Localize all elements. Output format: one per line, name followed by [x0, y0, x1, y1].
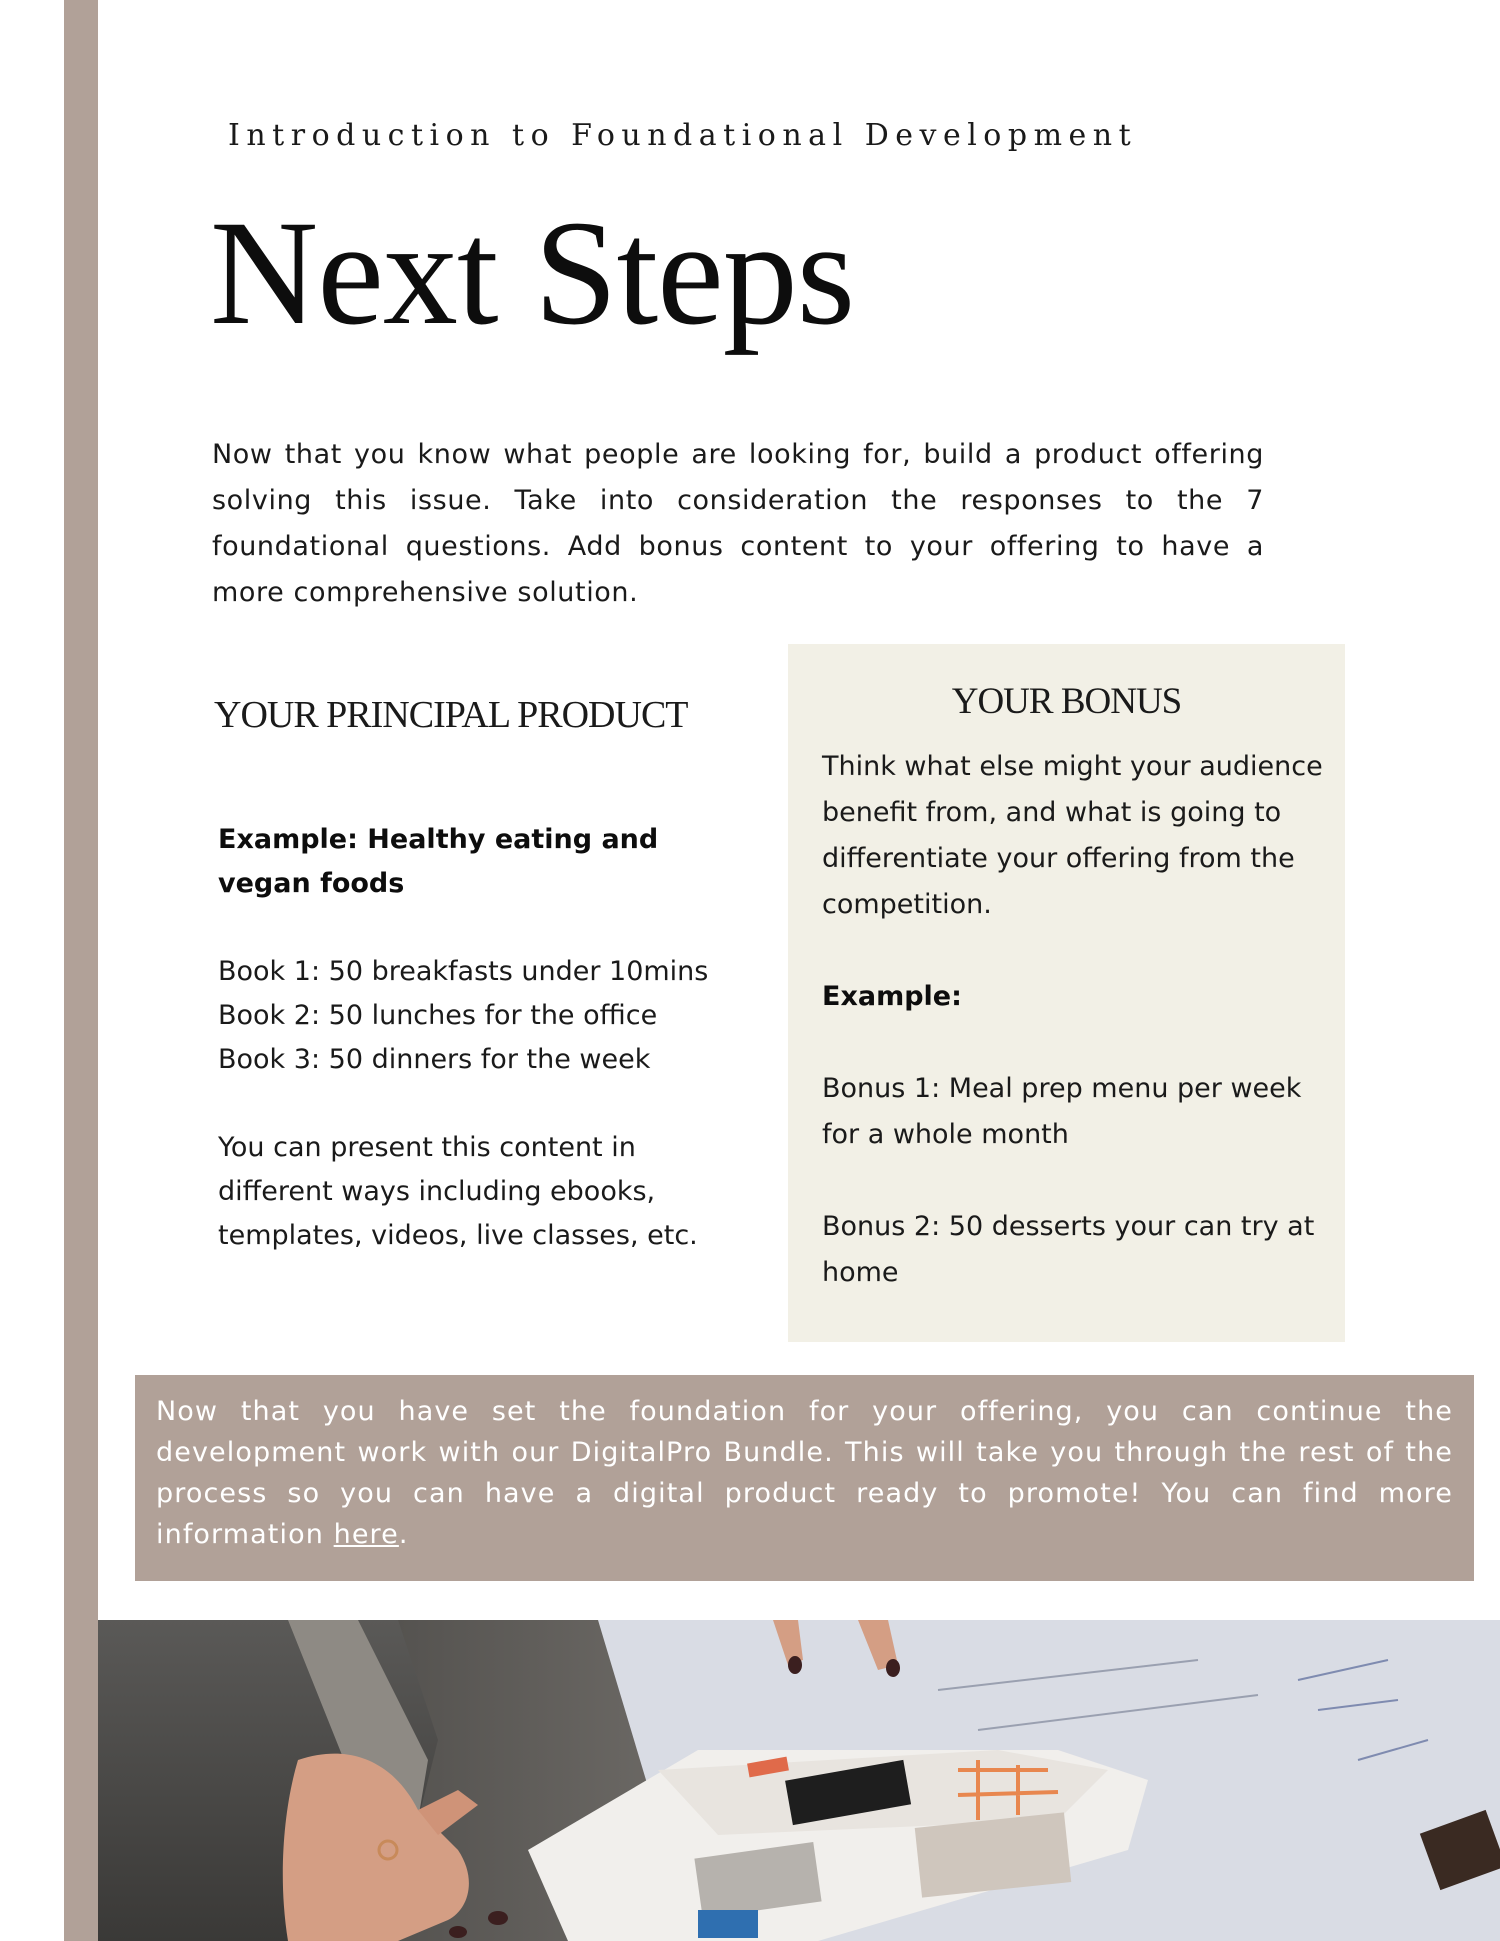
- principal-example-line: Example: Healthy eating and: [218, 824, 659, 855]
- principal-example-line: vegan foods: [218, 868, 405, 899]
- cta-sentence: Now that you have set the foundation for your offering, you can continue the development work with our DigitalPro Bundle. This will take you through the rest of the process so you can have a digital product ready to promote! You can find more information: [156, 1396, 1453, 1550]
- principal-format-note: You can present this content in different ways including ebooks, templates, videos, live classes, etc.: [218, 1132, 698, 1251]
- side-accent-bar: [64, 0, 98, 1941]
- magazines-photo-illustration: [98, 1620, 1500, 1941]
- bonus-item: Bonus 2: 50 desserts your can try at home: [822, 1211, 1315, 1288]
- here-link[interactable]: here: [333, 1519, 399, 1550]
- intro-paragraph: Now that you know what people are looking for, build a product offering solving this issue. Take into consideration the responses to the 7 foundational questions. Add bonus content to your offering to have a more comprehensive solution.: [212, 439, 1264, 608]
- bonus-item: Bonus 1: Meal prep menu per week for a whole month: [822, 1073, 1302, 1150]
- cta-period: .: [398, 1519, 409, 1550]
- bonus-description: Think what else might your audience benefit from, and what is going to differentiate your offering from the competition.: [822, 751, 1323, 920]
- principal-product-body: [218, 818, 738, 1258]
- bonus-example-label: Example:: [822, 981, 962, 1012]
- bonus-panel: [788, 644, 1345, 1342]
- eyebrow-subtitle: Introduction to Foundational Development: [228, 118, 1138, 153]
- book-item: Book 3: 50 dinners for the week: [218, 1044, 651, 1075]
- call-to-action-banner: [135, 1375, 1474, 1581]
- bonus-heading: YOUR BONUS: [951, 681, 1182, 722]
- bonus-body: [822, 744, 1332, 1296]
- page-title: Next Steps: [210, 190, 855, 356]
- principal-product-heading: YOUR PRINCIPAL PRODUCT: [214, 694, 688, 736]
- book-item: Book 2: 50 lunches for the office: [218, 1000, 658, 1031]
- cta-text: [156, 1391, 1453, 1555]
- magazines-photo: [98, 1620, 1500, 1941]
- book-item: Book 1: 50 breakfasts under 10mins: [218, 956, 709, 987]
